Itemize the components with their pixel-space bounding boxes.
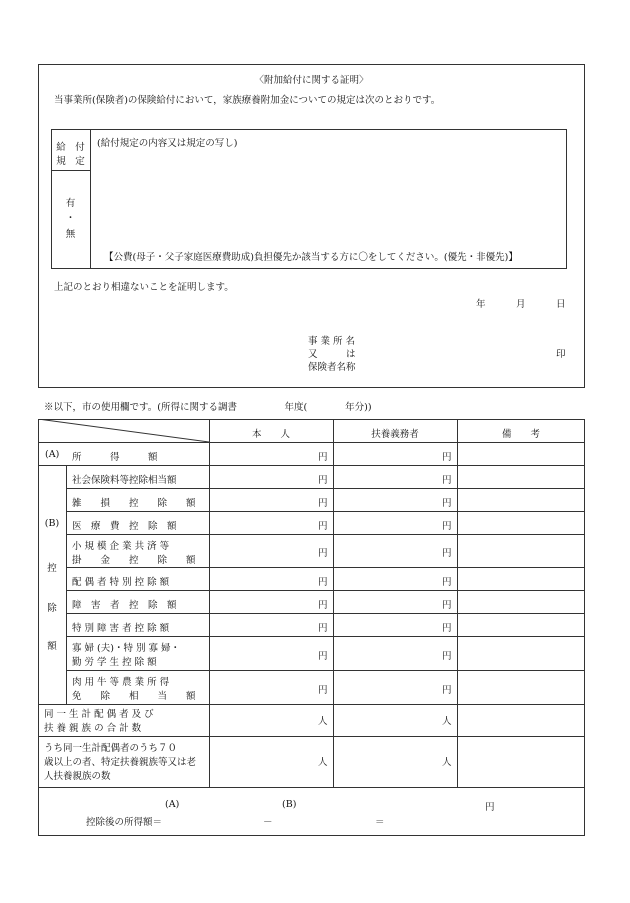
b-item-widow-1: 寡 婦 (夫)・特 別 寡 婦・ bbox=[72, 643, 181, 654]
b-item-small-business-2: 掛 金 控 除 額 bbox=[72, 555, 196, 566]
office-name-label-2: 又 は bbox=[308, 349, 356, 360]
dependents-supporter-nin[interactable]: 人 bbox=[442, 716, 452, 727]
group-b-label: (B) bbox=[44, 518, 60, 529]
b-group-bottom bbox=[38, 704, 585, 705]
b-item-disability: 障 害 者 控 除 額 bbox=[72, 600, 177, 611]
b-row-line-5 bbox=[66, 590, 585, 591]
b6-self-yen[interactable]: 円 bbox=[318, 600, 328, 611]
b2-self-yen[interactable]: 円 bbox=[318, 498, 328, 509]
rule-table bbox=[51, 129, 567, 269]
city-use-note: ※以下，市の使用欄です。(所得に関する調書 年度( 年分)) bbox=[44, 402, 372, 413]
b-item-medical: 医 療 費 控 除 額 bbox=[72, 521, 177, 532]
col-divider-supporter bbox=[333, 419, 334, 787]
date-day[interactable]: 日 bbox=[556, 299, 566, 310]
b7-self-yen[interactable]: 円 bbox=[318, 623, 328, 634]
calc-equals: ＝ bbox=[375, 817, 385, 828]
office-name-label-1: 事 業 所 名 bbox=[308, 336, 356, 347]
b4-supporter-yen[interactable]: 円 bbox=[442, 548, 452, 559]
b-row-line-6 bbox=[66, 613, 585, 614]
b9-self-yen[interactable]: 円 bbox=[318, 685, 328, 696]
elderly-label-3: 人扶養親族の数 bbox=[44, 771, 111, 782]
row-a-bottom bbox=[38, 465, 585, 466]
b9-supporter-yen[interactable]: 円 bbox=[442, 685, 452, 696]
b1-self-yen[interactable]: 円 bbox=[318, 475, 328, 486]
b-item-spouse-special: 配 偶 者 特 別 控 除 額 bbox=[72, 577, 170, 588]
b-item-widow-2: 勤 労 学 生 控 除 額 bbox=[72, 657, 157, 668]
elderly-bottom bbox=[38, 787, 585, 788]
calc-a-label: (A) bbox=[165, 799, 180, 810]
b5-self-yen[interactable]: 円 bbox=[318, 577, 328, 588]
certify-statement: 上記のとおり相違ないことを証明します。 bbox=[54, 282, 234, 293]
date-year[interactable]: 年 bbox=[476, 299, 486, 310]
dependents-bottom bbox=[38, 736, 585, 737]
col-divider-remarks bbox=[457, 419, 458, 787]
rule-table-row-divider bbox=[51, 170, 90, 171]
b-item-social-insurance: 社会保険料等控除相当額 bbox=[72, 475, 177, 486]
b4-self-yen[interactable]: 円 bbox=[318, 548, 328, 559]
b2-supporter-yen[interactable]: 円 bbox=[442, 498, 452, 509]
b8-self-yen[interactable]: 円 bbox=[318, 651, 328, 662]
seal-mark[interactable]: 印 bbox=[556, 349, 566, 360]
b-row-line-1 bbox=[66, 488, 585, 489]
dependents-label-2: 扶 養 親 族 の 合 計 数 bbox=[44, 723, 142, 734]
b3-supporter-yen[interactable]: 円 bbox=[442, 521, 452, 532]
col-header-self: 本 人 bbox=[251, 429, 290, 440]
col-header-supporter: 扶養義務者 bbox=[371, 429, 419, 440]
b-row-line-4 bbox=[66, 567, 585, 568]
row-a-self-yen[interactable]: 円 bbox=[318, 452, 328, 463]
rule-label-line1: 給 付 bbox=[56, 142, 85, 153]
dependents-self-nin[interactable]: 人 bbox=[318, 716, 328, 727]
group-b-char-1: 控 bbox=[47, 563, 57, 574]
header-bottom bbox=[38, 442, 585, 443]
b5-supporter-yen[interactable]: 円 bbox=[442, 577, 452, 588]
date-month[interactable]: 月 bbox=[516, 299, 526, 310]
umu-ari: 有 bbox=[65, 198, 76, 209]
header-diagonal bbox=[38, 419, 209, 442]
group-b-char-3: 額 bbox=[47, 641, 57, 652]
umu-nashi: 無 bbox=[65, 229, 76, 240]
rule-label-line2: 規 定 bbox=[56, 156, 85, 167]
calc-b-label: (B) bbox=[282, 799, 297, 810]
b-item-casualty: 雑 損 控 除 額 bbox=[72, 498, 196, 509]
b1-supporter-yen[interactable]: 円 bbox=[442, 475, 452, 486]
elderly-supporter-nin[interactable]: 人 bbox=[442, 757, 452, 768]
group-b-char-2: 除 bbox=[47, 603, 57, 614]
b-item-special-disability: 特 別 障 害 者 控 除 額 bbox=[72, 623, 170, 634]
b-item-small-business-1: 小 規 模 企 業 共 済 等 bbox=[72, 541, 170, 552]
certification-intro: 当事業所(保険者)の保険給付において，家族療養附加金についての規定は次のとおりです。 bbox=[54, 95, 441, 106]
b6-supporter-yen[interactable]: 円 bbox=[442, 600, 452, 611]
group-b-divider bbox=[66, 465, 67, 704]
office-name-label-3: 保険者名称 bbox=[308, 362, 356, 373]
elderly-label-1: うち同一生計配偶者のうち７０ bbox=[44, 743, 178, 754]
b-row-line-7 bbox=[66, 636, 585, 637]
b-row-line-8 bbox=[66, 670, 585, 671]
elderly-label-2: 歳以上の者、特定扶養親族等又は老 bbox=[44, 757, 197, 768]
certification-title: 〈附加給付に関する証明〉 bbox=[254, 75, 369, 86]
col-divider-self bbox=[209, 419, 210, 787]
rule-table-divider bbox=[90, 129, 91, 269]
b3-self-yen[interactable]: 円 bbox=[318, 521, 328, 532]
b-row-line-3 bbox=[66, 534, 585, 535]
row-a-label: (A) bbox=[45, 449, 60, 460]
calc-yen: 円 bbox=[485, 802, 495, 813]
row-a-supporter-yen[interactable]: 円 bbox=[442, 452, 452, 463]
umu-dot[interactable]: ・ bbox=[65, 213, 76, 224]
elderly-self-nin[interactable]: 人 bbox=[318, 757, 328, 768]
col-header-remarks: 備 考 bbox=[501, 429, 540, 440]
kohi-priority-note[interactable]: 【公費(母子・父子家庭医療費助成)負担優先か該当する方に〇をしてください。(優先・非優先)】 bbox=[104, 252, 518, 263]
row-a-name: 所 得 額 bbox=[72, 452, 158, 463]
b-item-beef-cattle-2: 免 除 相 当 額 bbox=[72, 691, 196, 702]
b8-supporter-yen[interactable]: 円 bbox=[442, 651, 452, 662]
b-item-beef-cattle-1: 肉 用 牛 等 農 業 所 得 bbox=[72, 677, 170, 688]
calc-minus: － bbox=[263, 817, 273, 828]
dependents-label-1: 同 一 生 計 配 偶 者 及 び bbox=[44, 709, 154, 720]
rule-content-hint: (給付規定の内容又は規定の写し) bbox=[97, 138, 238, 149]
b7-supporter-yen[interactable]: 円 bbox=[442, 623, 452, 634]
b-row-line-2 bbox=[66, 511, 585, 512]
calc-label: 控除後の所得額＝ bbox=[86, 817, 163, 828]
